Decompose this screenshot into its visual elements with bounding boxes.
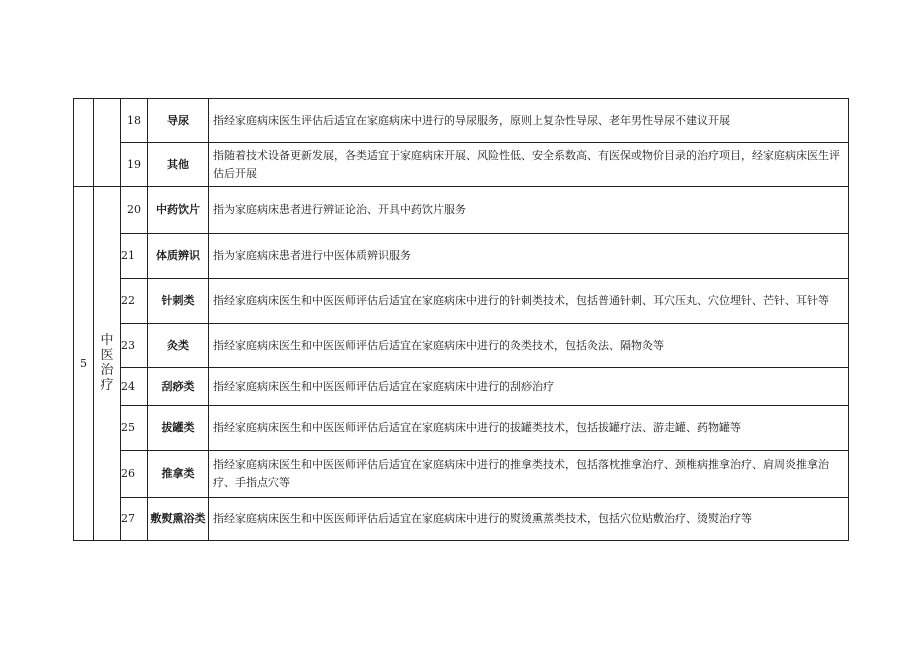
service-table [73, 98, 849, 541]
group-index: 5 [74, 187, 94, 541]
table-row [74, 498, 849, 541]
table-row [74, 143, 849, 187]
item-number: 20 [121, 187, 148, 234]
table-row [74, 451, 849, 498]
group-category [94, 187, 121, 541]
item-name: 拔罐类 [148, 406, 209, 451]
item-name: 导尿 [148, 99, 209, 143]
item-name: 敷熨熏浴类 [148, 498, 209, 541]
item-number: 25 [121, 406, 148, 451]
item-description: 指经家庭病床医生和中医医师评估后适宜在家庭病床中进行的针刺类技术，包括普通针刺、耳穴压丸、穴位埋针、芒针、耳针等 [209, 279, 849, 324]
item-description: 指为家庭病床患者进行中医体质辨识服务 [209, 234, 849, 279]
item-number: 22 [121, 279, 148, 324]
item-description: 指经家庭病床医生和中医医师评估后适宜在家庭病床中进行的刮痧治疗 [209, 368, 849, 406]
item-number: 24 [121, 368, 148, 406]
item-description: 指经家庭病床医生和中医医师评估后适宜在家庭病床中进行的推拿类技术，包括落枕推拿治疗、颈椎病推拿治疗、肩周炎推拿治疗、手指点穴等 [209, 451, 849, 498]
item-name: 推拿类 [148, 451, 209, 498]
item-number: 26 [121, 451, 148, 498]
item-name: 刮痧类 [148, 368, 209, 406]
group-category-text: 中医治疗 [100, 332, 114, 393]
item-number: 18 [121, 99, 148, 143]
item-name: 针刺类 [148, 279, 209, 324]
item-description: 指经家庭病床医生评估后适宜在家庭病床中进行的导尿服务，原则上复杂性导尿、老年男性导尿不建议开展 [209, 99, 849, 143]
item-name: 中药饮片 [148, 187, 209, 234]
item-description: 指随着技术设备更新发展，各类适宜于家庭病床开展、风险性低、安全系数高、有医保或物价目录的治疗项目，经家庭病床医生评估后开展 [209, 143, 849, 187]
table-row [74, 324, 849, 368]
item-name: 灸类 [148, 324, 209, 368]
item-description: 指经家庭病床医生和中医医师评估后适宜在家庭病床中进行的熨烫熏蒸类技术，包括穴位贴敷治疗、烫熨治疗等 [209, 498, 849, 541]
item-name: 体质辨识 [148, 234, 209, 279]
item-description: 指经家庭病床医生和中医医师评估后适宜在家庭病床中进行的灸类技术，包括灸法、隔物灸等 [209, 324, 849, 368]
item-number: 23 [121, 324, 148, 368]
item-number: 21 [121, 234, 148, 279]
item-number: 19 [121, 143, 148, 187]
table-row [74, 99, 849, 143]
table-row [74, 234, 849, 279]
group-prev-category-cell [94, 99, 121, 187]
item-description: 指为家庭病床患者进行辨证论治、开具中药饮片服务 [209, 187, 849, 234]
item-number: 27 [121, 498, 148, 541]
table-row [74, 279, 849, 324]
item-name: 其他 [148, 143, 209, 187]
table-row [74, 187, 849, 234]
item-description: 指经家庭病床医生和中医医师评估后适宜在家庭病床中进行的拔罐类技术，包括拔罐疗法、游走罐、药物罐等 [209, 406, 849, 451]
group-prev-index-cell [74, 99, 94, 187]
table-row [74, 368, 849, 406]
table-row [74, 406, 849, 451]
